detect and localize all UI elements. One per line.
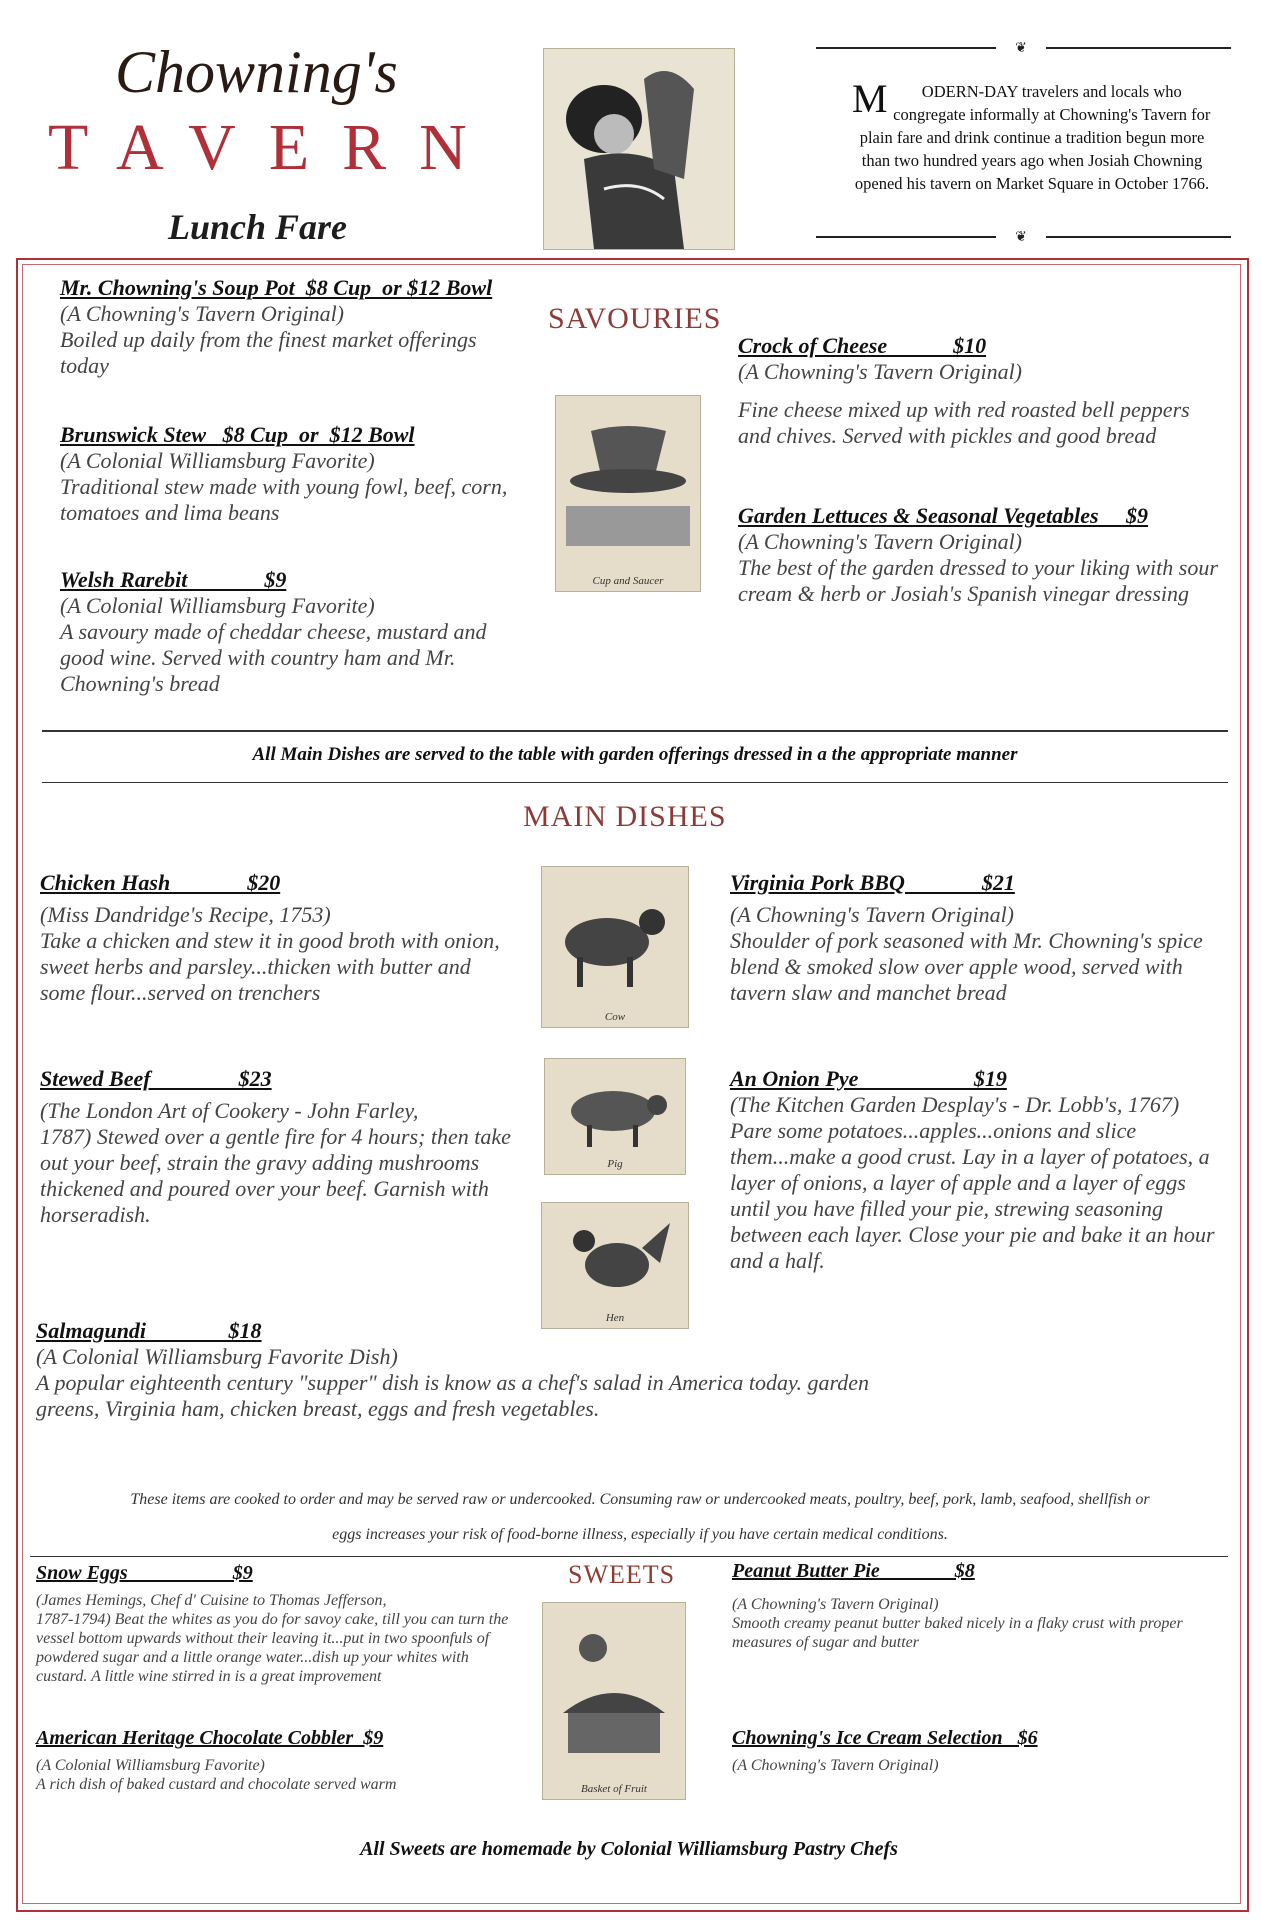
image-caption: Pig <box>607 1158 623 1170</box>
hen-illustration <box>541 1202 689 1329</box>
item-description: A rich dish of baked custard and chocolate served warm <box>36 1776 397 1793</box>
intro-box <box>816 40 1231 245</box>
item-description: A popular eighteenth century "supper" dish is know as a chef's salad in America today. garden greens, Virginia ham, chicken breast, eggs and fresh vegetables. <box>36 1370 870 1421</box>
menu-item <box>732 1727 1212 1775</box>
footer-note: All Sweets are homemade by Colonial Williamsburg Pastry Chefs <box>360 1838 898 1860</box>
item-description: Fine cheese mixed up with red roasted bell peppers and chives. Served with pickles and good bread <box>738 397 1190 448</box>
image-caption: Basket of Fruit <box>581 1783 647 1795</box>
item-description: 1787) Stewed over a gentle fire for 4 hours; then take out your beef, strain the gravy adding mushrooms thickened and poured over your beef. Garnish with horseradish. <box>40 1124 511 1227</box>
page-subtitle: Lunch Fare <box>168 207 348 247</box>
item-origin: (A Chowning's Tavern Original) <box>732 1596 939 1613</box>
cup-saucer-illustration <box>555 395 701 592</box>
item-description: Smooth creamy peanut butter baked nicely in a flaky crust with proper measures of sugar and butter <box>732 1615 1183 1651</box>
pig-illustration <box>544 1058 686 1175</box>
item-origin: (A Chowning's Tavern Original) <box>738 359 1023 384</box>
item-origin: (A Colonial Williamsburg Favorite) <box>36 1757 265 1774</box>
menu-item <box>730 870 1230 1006</box>
item-origin: (A Colonial Williamsburg Favorite) <box>60 448 375 473</box>
item-description: Pare some potatoes...apples...onions and slice them...make a good crust. Lay in a layer of potatoes, a layer of onions, a layer of apple and a layer of eggs until you have filled your pie, strewing seasoning between each layer. Close your pie and bake it an hour and a half. <box>730 1118 1215 1273</box>
item-origin: (A Colonial Williamsburg Favorite Dish) <box>36 1344 398 1369</box>
image-caption: Cup and Saucer <box>592 575 664 587</box>
item-origin: (Miss Dandridge's Recipe, 1753) <box>40 902 331 927</box>
menu-item <box>738 503 1228 607</box>
intro-text <box>852 76 1212 195</box>
item-title: Salmagundi $18 <box>36 1318 262 1343</box>
item-title: Mr. Chowning's Soup Pot $8 Cup or $12 Bowl <box>60 275 493 300</box>
item-title: Chicken Hash $20 <box>40 870 281 895</box>
item-title: Brunswick Stew $8 Cup or $12 Bowl <box>60 422 415 447</box>
menu-item <box>738 333 1228 449</box>
item-description: Shoulder of pork seasoned with Mr. Chowning's spice blend & smoked slow over apple wood, served with tavern slaw and manchet bread <box>730 928 1203 1005</box>
item-origin: (A Chowning's Tavern Original) <box>730 902 1015 927</box>
image-caption: Cow <box>604 1011 626 1023</box>
section-heading-main-dishes: MAIN DISHES <box>523 800 727 833</box>
item-description: Take a chicken and stew it in good broth with onion, sweet herbs and parsley...thicken with butter and some flour...served on trenchers <box>40 928 500 1005</box>
menu-item <box>36 1727 516 1794</box>
menu-item <box>40 870 520 1006</box>
item-origin: (The London Art of Cookery - John Farley, <box>40 1098 419 1123</box>
menu-item <box>732 1560 1212 1652</box>
item-origin: (A Chowning's Tavern Original) <box>732 1757 939 1774</box>
ornament-icon: ❦ <box>996 229 1046 245</box>
section-heading-savouries: SAVOURIES <box>548 302 722 335</box>
divider <box>42 782 1228 783</box>
menu-item <box>36 1562 516 1686</box>
item-title: Welsh Rarebit $9 <box>60 567 287 592</box>
item-title: Virginia Pork BBQ $21 <box>730 870 1015 895</box>
menu-item <box>40 1066 520 1228</box>
item-title: An Onion Pye $19 <box>730 1066 1007 1091</box>
item-origin: (A Chowning's Tavern Original) <box>60 301 345 326</box>
ornament-icon: ❦ <box>996 40 1046 56</box>
menu-item <box>60 275 530 379</box>
food-safety-warning: These items are cooked to order and may be served raw or undercooked. Consuming raw or undercooked meats, poultry, beef, pork, lamb, seafood, shellfish or eggs increases your risk of food-borne illness, especially if you have certain medical conditions. <box>130 1491 1150 1543</box>
menu-item <box>60 567 530 697</box>
main-dishes-note: All Main Dishes are served to the table with garden offerings dressed in a the appropriate manner <box>252 744 1018 765</box>
intro-body: ODERN-DAY travelers and locals who congregate informally at Chowning's Tavern for plain fare and drink continue a tradition begun more than two hundred years ago when Josiah Chowning opened his tavern on Market Square in October 1766. <box>854 82 1211 193</box>
item-description: Traditional stew made with young fowl, beef, corn, tomatoes and lima beans <box>60 474 508 525</box>
item-origin: (A Colonial Williamsburg Favorite) <box>60 593 375 618</box>
item-description: A savoury made of cheddar cheese, mustard and good wine. Served with country ham and Mr. Chowning's bread <box>60 619 487 696</box>
item-origin: (A Chowning's Tavern Original) <box>738 529 1023 554</box>
item-title: Garden Lettuces & Seasonal Vegetables $9 <box>738 503 1149 528</box>
item-description: Boiled up daily from the finest market offerings today <box>60 327 477 378</box>
item-title: Chowning's Ice Cream Selection $6 <box>732 1727 1038 1749</box>
logo-chownings: Chowning's <box>115 39 398 105</box>
image-caption: Hen <box>605 1312 625 1324</box>
intro-dropcap: M <box>852 76 888 121</box>
item-title: Peanut Butter Pie $8 <box>732 1560 975 1582</box>
item-title: Snow Eggs $9 <box>36 1562 253 1584</box>
item-title: Crock of Cheese $10 <box>738 333 987 358</box>
divider <box>30 1556 1228 1557</box>
section-heading-sweets: SWEETS <box>568 1560 676 1589</box>
item-description: 1787-1794) Beat the whites as you do for savoy cake, till you can turn the vessel bottom upwards without their leaving it...put in two spoonfuls of powdered sugar and a little orange water...dish up your whites with custard. A little wine stirred in is a great improvement <box>36 1611 509 1685</box>
divider <box>42 730 1228 732</box>
logo-tavern: TAVERN <box>48 111 500 184</box>
tavern-man-illustration <box>543 48 735 250</box>
menu-item <box>730 1066 1230 1274</box>
menu-item <box>36 1318 936 1422</box>
menu-item <box>60 422 530 526</box>
item-description: The best of the garden dressed to your liking with sour cream & herb or Josiah's Spanish vinegar dressing <box>738 555 1218 606</box>
item-title: American Heritage Chocolate Cobbler $9 <box>36 1727 384 1749</box>
cow-illustration <box>541 866 689 1028</box>
fruit-basket-illustration <box>542 1602 686 1800</box>
item-origin: (The Kitchen Garden Desplay's - Dr. Lobb's, 1767) <box>730 1092 1180 1117</box>
item-origin: (James Hemings, Chef d' Cuisine to Thomas Jefferson, <box>36 1592 387 1609</box>
item-title: Stewed Beef $23 <box>40 1066 272 1091</box>
